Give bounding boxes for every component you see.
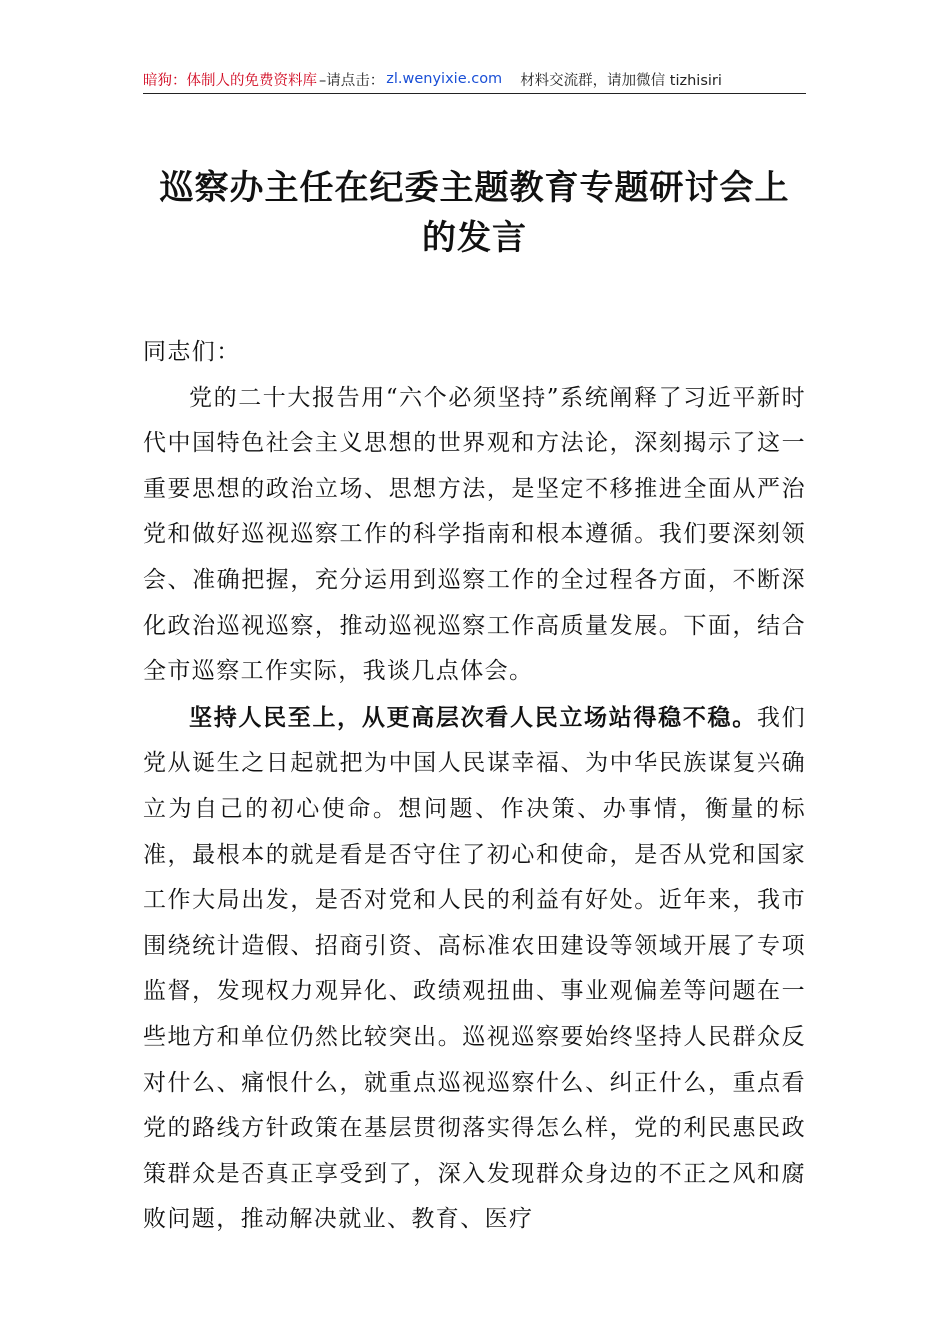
header-contact: 材料交流群，请加微信 tizhisiri [520,72,722,89]
page-header [143,66,806,92]
paragraph-text: 我们党从诞生之日起就把为中国人民谋幸福、为中华民族谋复兴确立为自己的初心使命。想问题、作决策、办事情，衡量的标准，最根本的就是看是否守住了初心和使命，是否从党和国家工作大局出发，是否对党和人民的利益有好处。近年来，我市围绕统计造假、招商引资、高标准农田建设等领域开展了专项监督，发现权力观异化、政绩观扭曲、事业观偏差等问题在一些地方和单位仍然比较突出。巡视巡察要始终坚持人民群众反对什么、痛恨什么，就重点巡视巡察什么、纠正什么，重点看党的路线方针政策在基层贯彻落实得怎么样，党的利民惠民政策群众是否真正享受到了，深入发现群众身边的不正之风和腐败问题，推动解决就业、教育、医疗 [143,704,806,1233]
header-divider [143,93,806,94]
document-title-line-1: 巡察办主任在纪委主题教育专题研讨会上 [159,168,790,208]
header-link[interactable]: zl.wenyixie.com [386,71,503,87]
paragraph-intro: 党的二十大报告用“六个必须坚持”系统阐释了习近平新时代中国特色社会主义思想的世界观和方法论，深刻揭示了这一重要思想的政治立场、思想方法，是坚定不移推进全面从严治党和做好巡视巡察工作的科学指南和根本遵循。我们要深刻领会、准确把握，充分运用到巡察工作的全过程各方面，不断深化政治巡视巡察，推动巡视巡察工作高质量发展。下面，结合全市巡察工作实际，我谈几点体会。 [143,384,806,685]
salutation: 同志们： [143,339,241,365]
header-prefix: –请点击： [319,72,385,89]
paragraph-heading: 坚持人民至上，从更高层次看人民立场站得稳不稳。 [189,703,757,731]
document-title-line-2: 的发言 [422,218,527,258]
header-brand: 暗狗：体制人的免费资料库 [143,72,317,89]
document-body [143,330,806,1243]
paragraph-people-first [143,695,806,1243]
